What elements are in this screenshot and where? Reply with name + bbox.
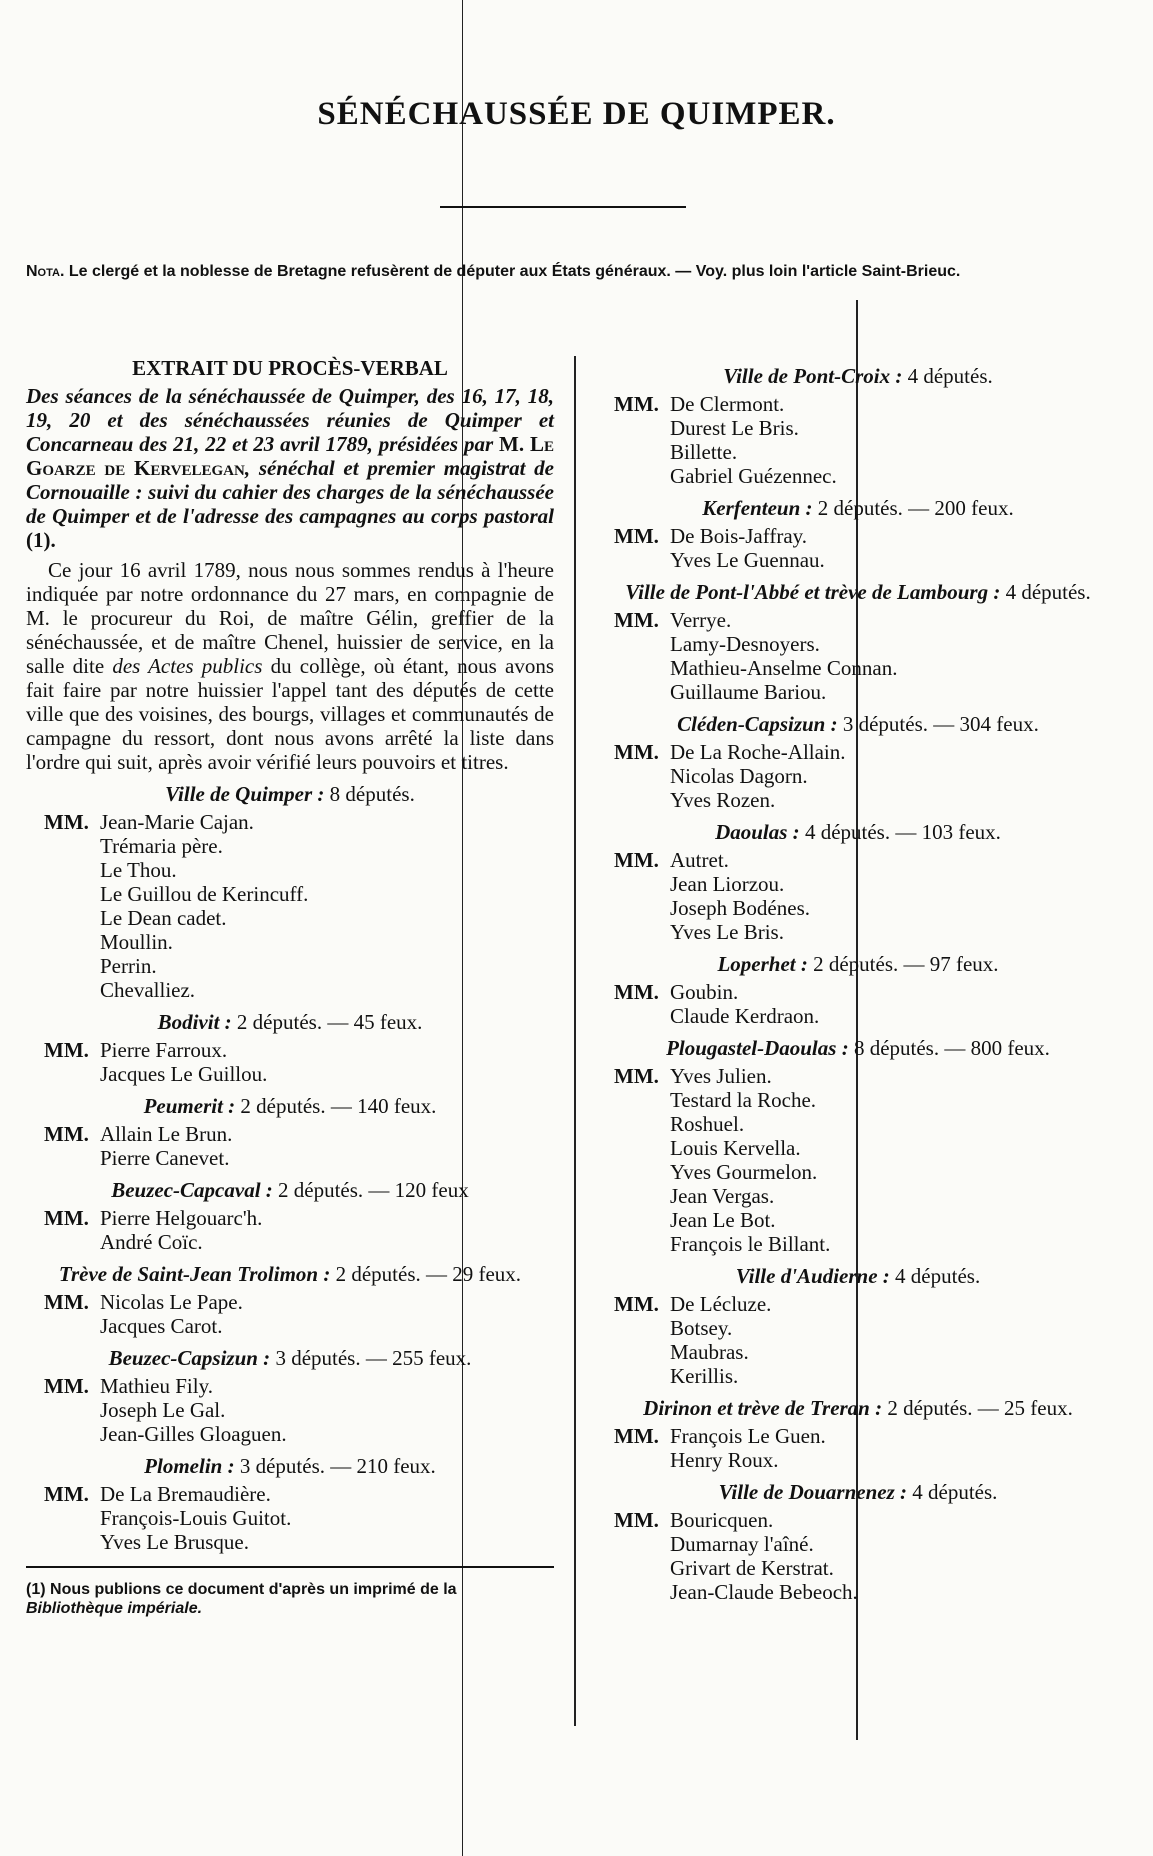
deputy-name: Mathieu Fily. <box>100 1374 213 1398</box>
deputy-name: Guillaume Bariou. <box>670 680 827 704</box>
parish-heading <box>590 712 1126 736</box>
footnote-source: Bibliothèque impériale. <box>26 1600 203 1617</box>
deputies-list <box>100 1374 554 1446</box>
deputies-list <box>670 1424 1126 1472</box>
deputy-name: Kerillis. <box>670 1364 739 1388</box>
deputy-name: Trémaria père. <box>100 834 223 858</box>
parish-heading <box>590 364 1126 388</box>
deputy-name: Joseph Bodénes. <box>670 896 810 920</box>
nota-text: Le clergé et la noblesse de Bretagne refusèrent de députer aux États généraux. — Voy. plus loin l'article Saint-Brieuc. <box>68 263 961 280</box>
deputy-name: Henry Roux. <box>670 1448 779 1472</box>
extrait-desc-part2: , sénéchal et premier magistrat de Cornouaille : suivi du cahier des charges de la sénéchaussée de Quimper et de l'adresse des campagnes au corps pastoral <box>26 456 554 528</box>
deputies-group <box>590 608 1126 704</box>
parish-heading <box>26 782 554 806</box>
parish-info: 4 députés. <box>912 1480 998 1504</box>
parish-info: 8 députés. — 800 feux. <box>853 1036 1050 1060</box>
extrait-desc-m: M. <box>499 432 525 456</box>
deputies-group <box>590 392 1126 488</box>
parish-name: Daoulas : <box>715 820 800 844</box>
parish-name: Kerfenteun : <box>702 496 813 520</box>
deputies-group <box>590 1508 1126 1604</box>
footnote-rule <box>26 1566 554 1568</box>
extrait-president-name: Le Goarze de Kervelegan <box>26 432 555 480</box>
parish-name: Beuzec-Capsizun : <box>108 1346 271 1370</box>
deputies-list <box>100 1482 554 1554</box>
mm-label: MM. <box>614 980 659 1004</box>
deputies-group <box>26 810 554 1002</box>
deputies-list <box>100 1122 554 1170</box>
parish-info: 3 députés. — 255 feux. <box>275 1346 472 1370</box>
deputy-name: De La Roche-Allain. <box>670 740 846 764</box>
deputies-list <box>100 1206 554 1254</box>
deputy-name: De Lécluze. <box>670 1292 772 1316</box>
parish-info: 3 députés. — 304 feux. <box>842 712 1039 736</box>
right-sections <box>590 364 1126 1604</box>
deputy-name: Roshuel. <box>670 1112 745 1136</box>
deputies-list <box>670 608 1126 704</box>
parish-info: 2 députés. — 45 feux. <box>236 1010 423 1034</box>
deputy-name: Pierre Canevet. <box>100 1146 230 1170</box>
parish-name: Plougastel-Daoulas : <box>666 1036 849 1060</box>
deputy-name: Jacques Le Guillou. <box>100 1062 268 1086</box>
extrait-desc-part1: Des séances de la sénéchaussée de Quimper, des 16, 17, 18, 19, 20 et des sénéchaussées réunies de Quimper et Concarneau des 21, 22 et 23 avril 1789, présidées par <box>26 384 554 456</box>
deputy-name: François le Billant. <box>670 1232 831 1256</box>
deputies-list <box>670 1292 1126 1388</box>
deputy-name: Le Guillou de Kerincuff. <box>100 882 309 906</box>
mm-label: MM. <box>614 848 659 872</box>
mm-label: MM. <box>44 1038 89 1062</box>
deputy-name: Testard la Roche. <box>670 1088 817 1112</box>
deputy-name: Yves Le Bris. <box>670 920 784 944</box>
deputy-name: Pierre Helgouarc'h. <box>100 1206 263 1230</box>
deputy-name: Le Dean cadet. <box>100 906 227 930</box>
parish-name: Ville de Quimper : <box>165 782 325 806</box>
deputies-list <box>670 980 1126 1028</box>
deputy-name: De La Bremaudière. <box>100 1482 271 1506</box>
column-divider <box>574 356 576 1726</box>
deputy-name: Lamy-Desnoyers. <box>670 632 820 656</box>
parish-heading <box>590 1264 1126 1288</box>
mm-label: MM. <box>614 1292 659 1316</box>
mm-label: MM. <box>614 1424 659 1448</box>
mm-label: MM. <box>44 1206 89 1230</box>
parish-info: 2 députés. — 140 feux. <box>240 1094 437 1118</box>
deputies-list <box>100 1038 554 1086</box>
deputies-group <box>26 1122 554 1170</box>
footnote-text: Nous publions ce document d'après un imprimé de la <box>50 1581 457 1598</box>
parish-name: Cléden-Capsizun : <box>677 712 838 736</box>
deputy-name: Verrye. <box>670 608 732 632</box>
deputy-name: Claude Kerdraon. <box>670 1004 820 1028</box>
parish-heading <box>590 496 1126 520</box>
deputy-name: Joseph Le Gal. <box>100 1398 226 1422</box>
deputy-name: Yves Le Brusque. <box>100 1530 249 1554</box>
mm-label: MM. <box>44 1374 89 1398</box>
parish-name: Ville de Pont-l'Abbé et trève de Lambourg : <box>625 580 1001 604</box>
deputy-name: Allain Le Brun. <box>100 1122 233 1146</box>
parish-info: 2 députés. — 97 feux. <box>813 952 999 976</box>
deputy-name: Gabriel Guézennec. <box>670 464 837 488</box>
deputies-group <box>590 1424 1126 1472</box>
deputy-name: André Coïc. <box>100 1230 203 1254</box>
left-sections <box>26 782 554 1554</box>
deputies-group <box>26 1482 554 1554</box>
page-title: SÉNÉCHAUSSÉE DE QUIMPER. <box>317 96 836 132</box>
parish-info: 4 députés. — 103 feux. <box>804 820 1001 844</box>
deputies-group <box>590 1064 1126 1256</box>
deputy-name: De Bois-Jaffray. <box>670 524 808 548</box>
deputy-name: Le Thou. <box>100 858 177 882</box>
parish-name: Ville de Pont-Croix : <box>723 364 903 388</box>
parish-name: Dirinon et trève de Treran : <box>643 1396 883 1420</box>
title-rule <box>440 206 686 208</box>
deputy-name: François Le Guen. <box>670 1424 826 1448</box>
mm-label: MM. <box>614 608 659 632</box>
left-column <box>26 356 554 1618</box>
deputy-name: Mathieu-Anselme Connan. <box>670 656 898 680</box>
deputies-group <box>590 740 1126 812</box>
intro-paragraph-part2: du collège, où étant, nous avons fait faire par notre huissier l'appel tant des députés de cette ville que des voisines, des bourgs, villages et communautés de campagne du ressort, dont nous avons arrêté la liste dans l'ordre qui suit, après avoir vérifié leurs pouvoirs et titres. <box>26 654 555 774</box>
parish-heading <box>590 1396 1126 1420</box>
deputy-name: Jean-Gilles Gloaguen. <box>100 1422 287 1446</box>
parish-name: Trève de Saint-Jean Trolimon : <box>58 1262 331 1286</box>
parish-heading <box>26 1094 554 1118</box>
parish-info: 8 députés. <box>329 782 415 806</box>
intro-paragraph-part1: Ce jour 16 avril 1789, nous nous sommes rendus à l'heure indiquée par notre ordonnance du 27 mars, en compagnie de M. le procureur du Roi, de maître Gélin, greffier de la sénéchaussée, et de maître Chenel, huissier de service, en la salle dite <box>26 558 554 678</box>
deputies-list <box>100 810 554 1002</box>
parish-heading <box>26 1454 554 1478</box>
mm-label: MM. <box>614 740 659 764</box>
deputies-group <box>590 980 1126 1028</box>
deputies-list <box>100 1290 554 1338</box>
deputy-name: Jacques Carot. <box>100 1314 223 1338</box>
deputies-group <box>26 1038 554 1086</box>
extrait-title: EXTRAIT DU PROCÈS-VERBAL <box>132 356 448 380</box>
parish-heading <box>590 1480 1126 1504</box>
nota-note <box>26 262 1124 281</box>
deputies-list <box>670 1508 1126 1604</box>
parish-heading <box>26 1010 554 1034</box>
deputy-name: De Clermont. <box>670 392 785 416</box>
deputy-name: Jean Vergas. <box>670 1184 775 1208</box>
deputy-name: Moullin. <box>100 930 173 954</box>
mm-label: MM. <box>44 1290 89 1314</box>
intro-paragraph-italic: des Actes publics <box>112 654 263 678</box>
deputy-name: François-Louis Guitot. <box>100 1506 292 1530</box>
deputies-list <box>670 524 1126 572</box>
parish-name: Loperhet : <box>717 952 808 976</box>
deputy-name: Louis Kervella. <box>670 1136 801 1160</box>
mm-label: MM. <box>614 392 659 416</box>
parish-info: 2 députés. — 25 feux. <box>887 1396 1073 1420</box>
intro-paragraph <box>26 558 554 774</box>
deputies-list <box>670 848 1126 944</box>
deputy-name: Billette. <box>670 440 738 464</box>
parish-heading <box>590 952 1126 976</box>
parish-info: 2 députés. — 29 feux. <box>335 1262 522 1286</box>
deputy-name: Maubras. <box>670 1340 749 1364</box>
parish-info: 2 députés. — 200 feux. <box>817 496 1014 520</box>
parish-name: Bodivit : <box>157 1010 232 1034</box>
deputies-list <box>670 1064 1126 1256</box>
parish-heading <box>590 820 1126 844</box>
deputy-name: Yves Rozen. <box>670 788 776 812</box>
deputies-group <box>26 1206 554 1254</box>
deputy-name: Durest Le Bris. <box>670 416 799 440</box>
nota-label: Nota. <box>26 263 65 280</box>
deputy-name: Autret. <box>670 848 729 872</box>
deputy-name: Nicolas Dagorn. <box>670 764 808 788</box>
extrait-footnote-ref: (1). <box>26 528 56 552</box>
deputy-name: Grivart de Kerstrat. <box>670 1556 834 1580</box>
deputy-name: Perrin. <box>100 954 157 978</box>
deputies-group <box>590 1292 1126 1388</box>
deputy-name: Botsey. <box>670 1316 733 1340</box>
parish-heading <box>26 1346 554 1370</box>
parish-name: Ville d'Audierne : <box>735 1264 890 1288</box>
parish-name: Plomelin : <box>144 1454 235 1478</box>
mm-label: MM. <box>44 810 89 834</box>
deputy-name: Jean-Marie Cajan. <box>100 810 254 834</box>
deputies-group <box>590 524 1126 572</box>
deputy-name: Chevalliez. <box>100 978 196 1002</box>
deputies-group <box>26 1374 554 1446</box>
parish-info: 3 députés. — 210 feux. <box>239 1454 436 1478</box>
deputy-name: Dumarnay l'aîné. <box>670 1532 814 1556</box>
parish-name: Beuzec-Capcaval : <box>111 1178 273 1202</box>
parish-info: 4 députés. <box>895 1264 981 1288</box>
parish-heading <box>26 1178 554 1202</box>
deputy-name: Yves Gourmelon. <box>670 1160 818 1184</box>
mm-label: MM. <box>44 1482 89 1506</box>
deputy-name: Pierre Farroux. <box>100 1038 228 1062</box>
deputies-group <box>590 848 1126 944</box>
footnote-mark: (1) <box>26 1581 46 1598</box>
parish-heading <box>26 1262 554 1286</box>
deputy-name: Bouricquen. <box>670 1508 774 1532</box>
parish-info: 4 députés. <box>1005 580 1091 604</box>
deputy-name: Yves Le Guennau. <box>670 548 825 572</box>
deputy-name: Jean-Claude Bebeoch. <box>670 1580 858 1604</box>
deputy-name: Jean Liorzou. <box>670 872 785 896</box>
deputy-name: Yves Julien. <box>670 1064 772 1088</box>
mm-label: MM. <box>614 524 659 548</box>
parish-info: 2 députés. — 120 feux <box>278 1178 469 1202</box>
deputy-name: Jean Le Bot. <box>670 1208 776 1232</box>
parish-heading <box>590 580 1126 604</box>
mm-label: MM. <box>614 1508 659 1532</box>
parish-info: 4 députés. <box>907 364 993 388</box>
deputies-list <box>670 392 1126 488</box>
parish-name: Peumerit : <box>143 1094 236 1118</box>
extrait-description <box>26 384 554 552</box>
right-column <box>590 356 1126 1608</box>
mm-label: MM. <box>614 1064 659 1088</box>
deputies-list <box>670 740 1126 812</box>
deputy-name: Nicolas Le Pape. <box>100 1290 243 1314</box>
deputy-name: Goubin. <box>670 980 739 1004</box>
deputies-group <box>26 1290 554 1338</box>
parish-name: Ville de Douarnenez : <box>718 1480 908 1504</box>
mm-label: MM. <box>44 1122 89 1146</box>
footnote <box>26 1580 554 1618</box>
parish-heading <box>590 1036 1126 1060</box>
